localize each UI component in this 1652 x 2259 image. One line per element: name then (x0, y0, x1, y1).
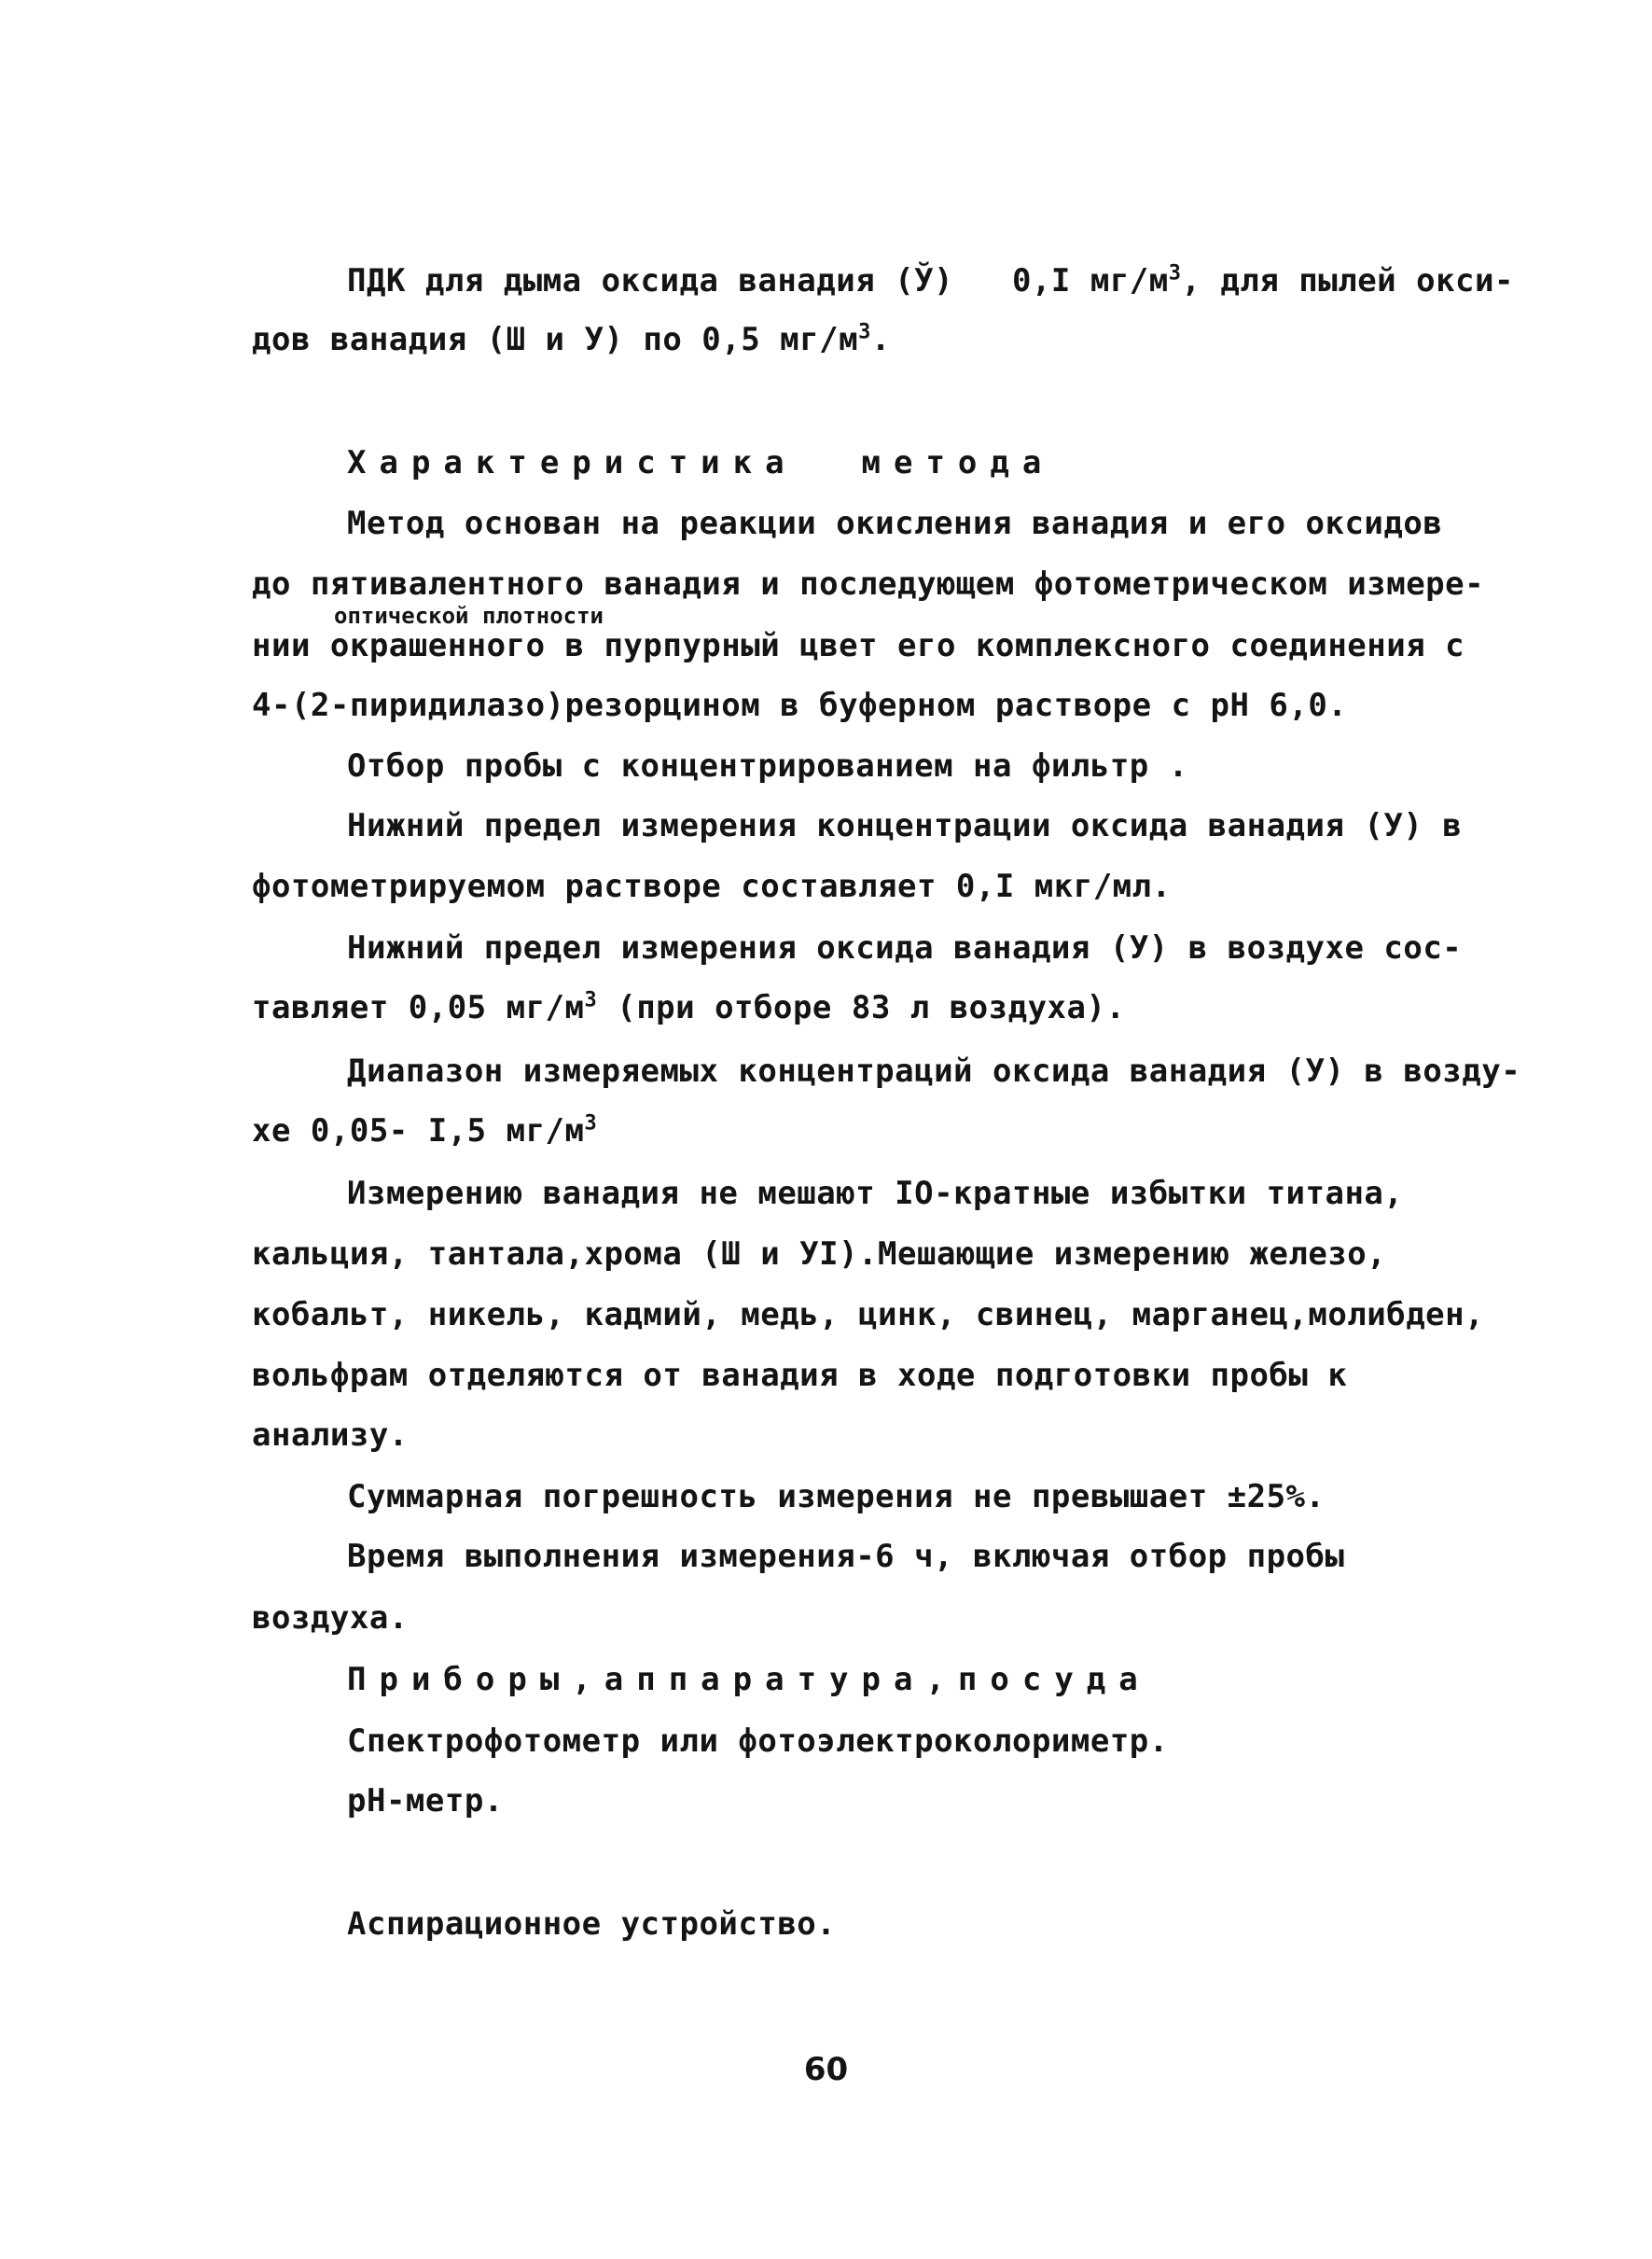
method-p4-line-2-a: тавляет 0,05 мг/м (252, 989, 585, 1026)
method-p1-line-3: нии окрашенного в пурпурный цвет его комплексного соединения с (252, 627, 1465, 664)
method-p8-line-1: Время выполнения измерения-6 ч, включая отбор пробы (347, 1538, 1345, 1575)
method-p1-line-2: до пятивалентного ванадия и последующем фотометрическом измере- (252, 565, 1485, 603)
method-p1-line-4: 4-(2-пиридилазо)резорцином в буферном растворе с рН 6,0. (252, 687, 1348, 724)
pdk-line-1-tail: , для пылей окси- (1181, 262, 1514, 300)
method-p5-line-2 (252, 1110, 597, 1151)
pdk-line-2-sup: 3 (858, 320, 871, 344)
page-number: 60 (803, 2051, 849, 2088)
method-p4-line-2-sup: 3 (584, 988, 598, 1012)
pdk-line-1 (347, 260, 1514, 301)
method-p4-line-2-b: (при отборе 83 л воздуха). (597, 989, 1126, 1026)
method-p6-line-1: Измерению ванадия не мешают IO-кратные избытки титана, (347, 1175, 1404, 1212)
method-p4-line-2 (252, 987, 1125, 1028)
pdk-line-1-text: ПДК для дыма оксида ванадия (Ў) 0,I мг/м (347, 262, 1169, 300)
method-p8-line-2: воздуха. (252, 1599, 409, 1637)
method-p3-line-1: Нижний предел измерения концентрации оксида ванадия (У) в (347, 807, 1463, 844)
method-p7: Суммарная погрешность измерения не превышает ±25%. (347, 1478, 1326, 1515)
method-p5-line-2-a: хе 0,05- I,5 мг/м (252, 1112, 585, 1150)
method-heading: Характеристика метода (347, 444, 1055, 481)
handwritten-insert: оптической плотности (334, 603, 604, 629)
pdk-line-2-tail: . (870, 321, 891, 358)
method-p3-line-2: фотометрируемом растворе составляет 0,I мкг/мл. (252, 868, 1172, 905)
method-p6-line-3: кобальт, никель, кадмий, медь, цинк, свинец, марганец,молибден, (252, 1296, 1485, 1333)
method-p5-line-1: Диапазон измеряемых концентраций оксида ванадия (У) в возду- (347, 1053, 1521, 1090)
pdk-line-2-text: дов ванадия (Ш и У) по 0,5 мг/м (252, 321, 859, 358)
method-p6-line-5: анализу. (252, 1416, 409, 1454)
method-p4-line-1: Нижний предел измерения оксида ванадия (У) в воздухе сос- (347, 929, 1463, 967)
equipment-heading: Приборы,аппаратура,посуда (347, 1661, 1151, 1698)
method-p5-line-2-sup: 3 (584, 1111, 598, 1136)
pdk-line-1-sup: 3 (1168, 261, 1182, 286)
equipment-item-spectrophotometer: Спектрофотометр или фотоэлектроколориметр. (347, 1722, 1169, 1760)
method-p6-line-2: кальция, тантала,хрома (Ш и УI).Мешающие измерению железо, (252, 1235, 1387, 1273)
method-p6-line-4: вольфрам отделяются от ванадия в ходе подготовки пробы к (252, 1357, 1348, 1394)
method-p2: Отбор пробы с концентрированием на фильтр . (347, 747, 1188, 785)
equipment-item-ph-meter: рН-метр. (347, 1782, 504, 1820)
pdk-line-2 (252, 319, 891, 360)
method-p1-line-1: Метод основан на реакции окисления ванадия и его оксидов (347, 505, 1443, 542)
equipment-item-aspirator: Аспирационное устройство. (347, 1905, 837, 1943)
